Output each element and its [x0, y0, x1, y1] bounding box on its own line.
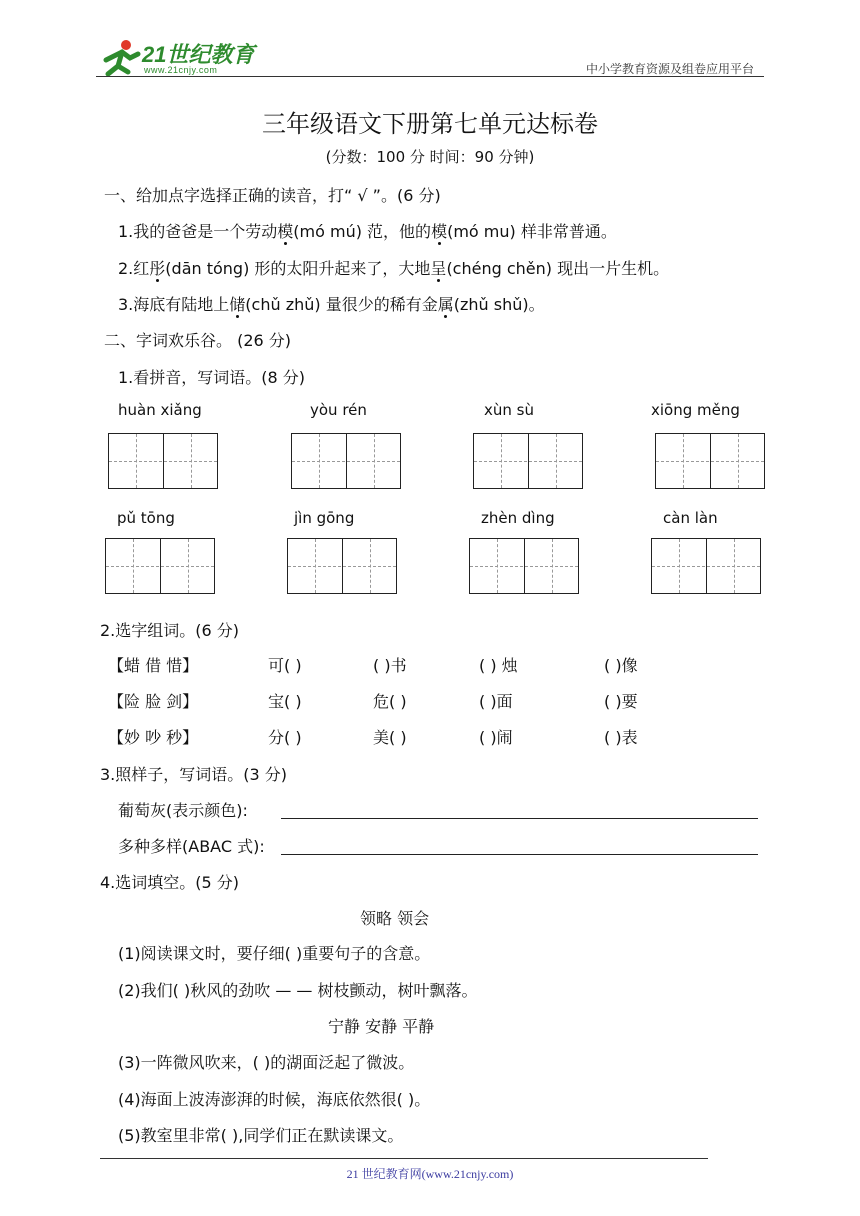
footer-divider	[100, 1158, 708, 1159]
q2-dotted-char-2: 呈	[430, 259, 447, 278]
word-blank[interactable]: ( ) 烛	[479, 656, 518, 675]
q3-text-b: (chǔ zhǔ) 量很少的稀有金	[245, 295, 438, 314]
q2-text-a: 2.红	[118, 259, 150, 278]
word-blank[interactable]: ( )要	[604, 692, 638, 711]
section1-q1	[118, 219, 617, 242]
writing-box[interactable]	[469, 538, 579, 594]
answer-line[interactable]	[281, 854, 758, 855]
fill-question: (5)教室里非常( ),同学们正在默读课文。	[118, 1126, 404, 1145]
part1-heading: 1.看拼音，写词语。(8 分)	[118, 368, 306, 387]
runner-icon	[96, 38, 142, 78]
footer-link[interactable]: 21 世纪教育网(www.21cnjy.com)	[346, 1167, 514, 1181]
word-blank[interactable]: ( )表	[604, 728, 638, 747]
word-blank[interactable]: ( )闹	[479, 728, 513, 747]
writing-box[interactable]	[105, 538, 215, 594]
pinyin-label: jìn gōng	[294, 509, 355, 527]
writing-box[interactable]	[291, 433, 401, 489]
q3-text-a: 3.海底有陆地上	[118, 295, 230, 314]
fill-question: (2)我们( )秋风的劲吹 — — 树枝颤动，树叶飘落。	[118, 981, 478, 1000]
fill-question: (4)海面上波涛澎湃的时候，海底依然很( )。	[118, 1090, 431, 1109]
pinyin-label: xiōng měng	[651, 401, 740, 419]
pinyin-label: zhèn dìng	[481, 509, 555, 527]
q2-dotted-char-1: 彤	[149, 259, 166, 278]
writing-box[interactable]	[655, 433, 765, 489]
example-label: 多种多样(ABAC 式):	[118, 837, 265, 856]
answer-line[interactable]	[281, 818, 758, 819]
platform-name: 中小学教育资源及组卷应用平台	[585, 62, 754, 76]
writing-box[interactable]	[473, 433, 583, 489]
word-blank[interactable]: 美( )	[373, 728, 407, 747]
char-group: 【蜡 借 惜】	[108, 656, 199, 675]
q2-text-b: (dān tóng) 形的太阳升起来了，大地	[165, 259, 431, 278]
word-blank[interactable]: ( )面	[479, 692, 513, 711]
pinyin-label: huàn xiǎng	[118, 401, 202, 419]
fill-question: (3)一阵微风吹来，( )的湖面泛起了微波。	[118, 1053, 415, 1072]
char-group: 【险 脸 剑】	[108, 692, 199, 711]
word-blank[interactable]: 宝( )	[268, 692, 302, 711]
word-blank[interactable]: ( )像	[604, 656, 638, 675]
fill-question: (1)阅读课文时，要仔细( )重要句子的含意。	[118, 944, 431, 963]
word-choices: 领略 领会	[360, 909, 430, 928]
header-divider	[96, 76, 764, 77]
part3-heading: 3.照样子，写词语。(3 分)	[100, 765, 288, 784]
q3-dotted-char-2: 属	[437, 295, 454, 314]
word-choices: 宁静 安静 平静	[328, 1017, 435, 1036]
char-group: 【妙 吵 秒】	[108, 728, 199, 747]
writing-box[interactable]	[651, 538, 761, 594]
part4-heading: 4.选词填空。(5 分)	[100, 873, 240, 892]
q1-text-a: 1.我的爸爸是一个劳动	[118, 222, 278, 241]
section1-q2	[118, 256, 669, 279]
q3-dotted-char-1: 储	[229, 295, 246, 314]
logo-text: 21世纪教育	[142, 42, 255, 67]
word-blank[interactable]: ( )书	[373, 656, 407, 675]
logo-url: www.21cnjy.com	[144, 65, 218, 75]
q1-text-c: (mó mu) 样非常普通。	[447, 222, 617, 241]
section1-q3	[118, 292, 545, 315]
q1-text-b: (mó mú) 范，他的	[293, 222, 432, 241]
pinyin-label: xùn sù	[484, 401, 534, 419]
writing-box[interactable]	[108, 433, 218, 489]
word-blank[interactable]: 危( )	[373, 692, 407, 711]
q2-text-c: (chéng chěn) 现出一片生机。	[446, 259, 670, 278]
site-logo	[96, 38, 266, 78]
exam-meta: (分数：100 分 时间：90 分钟)	[325, 148, 535, 166]
section2-heading: 二、字词欢乐谷。 (26 分)	[104, 331, 292, 350]
q1-dotted-char-2: 模	[431, 222, 448, 241]
section1-heading: 一、给加点字选择正确的读音，打“ √ ”。(6 分)	[104, 186, 441, 205]
example-label: 葡萄灰(表示颜色):	[118, 801, 248, 820]
q3-text-c: (zhǔ shǔ)。	[453, 295, 545, 314]
writing-box[interactable]	[287, 538, 397, 594]
page-title: 三年级语文下册第七单元达标卷	[262, 110, 598, 138]
word-blank[interactable]: 分( )	[268, 728, 302, 747]
q1-dotted-char-1: 模	[277, 222, 294, 241]
word-blank[interactable]: 可( )	[268, 656, 302, 675]
pinyin-label: yòu rén	[310, 401, 367, 419]
pinyin-label: pǔ tōng	[117, 509, 175, 527]
part2-heading: 2.选字组词。(6 分)	[100, 621, 240, 640]
pinyin-label: càn làn	[663, 509, 718, 527]
